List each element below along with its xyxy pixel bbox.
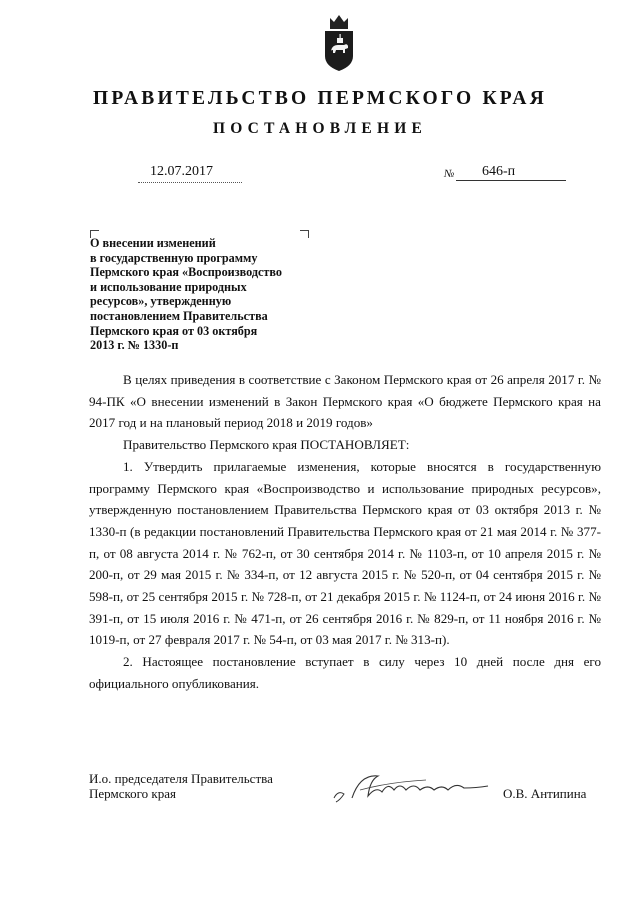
document-body bbox=[89, 369, 601, 695]
number-underline bbox=[456, 180, 566, 181]
document-subject: О внесении изменений в государственную программу Пермского края «Воспроизводство и использование природных ресурсов», утвержденную постановлением Правительства Пермского края от 03 октября 2013 г. № 1330-п bbox=[90, 236, 282, 353]
date-underline bbox=[138, 182, 242, 183]
document-number: 646-п bbox=[482, 164, 516, 179]
document-date: 12.07.2017 bbox=[150, 164, 213, 179]
resolution-paragraph: Правительство Пермского края ПОСТАНОВЛЯЕТ: bbox=[123, 437, 410, 453]
coat-of-arms-icon bbox=[322, 14, 356, 72]
handwritten-signature bbox=[330, 768, 500, 808]
preamble-paragraph: В целях приведения в соответствие с Законом Пермского края от 26 апреля 2017 г. № 94-ПК «О внесении изменений в Закон Пермского края «О бюджете Пермского края на 2017 год и на плановый период 2018 и 2019 годов» bbox=[89, 372, 601, 431]
clause-2-paragraph: 2. Настоящее постановление вступает в силу через 10 дней после дня его официального опубликования. bbox=[89, 654, 601, 691]
document-type: ПОСТАНОВЛЕНИЕ bbox=[212, 120, 428, 137]
organization-title: ПРАВИТЕЛЬСТВО ПЕРМСКОГО КРАЯ bbox=[93, 88, 547, 109]
signer-name: О.В. Антипина bbox=[503, 786, 587, 801]
clause-1-paragraph: 1. Утвердить прилагаемые изменения, которые вносятся в государственную программу Пермского края «Воспроизводство и использование природных ресурсов», утвержденную постановлением Правительства Пермского края от 03 октября 2013 г. № 1330-п (в редакции постановлений Правительства Пермского края от 21 мая 2014 г. № 377-п, от 08 августа 2014 г. № 762-п, от 30 сентября 2014 г. № 1103-п, от 10 апреля 2015 г. № 200-п, от 29 мая 2015 г. № 334-п, от 12 августа 2015 г. № 520-п, от 04 сентября 2015 г. № 598-п, от 25 сентября 2015 г. № 728-п, от 21 декабря 2015 г. № 1124-п, от 24 июня 2016 г. № 391-п, от 15 июля 2016 г. № 471-п, от 26 сентября 2016 г. № 829-п, от 11 ноября 2016 г. № 1019-п, от 27 февраля 2017 г. № 54-п, от 03 мая 2017 г. № 313-п). bbox=[89, 458, 601, 648]
signer-position: И.о. председателя Правительства Пермского края bbox=[89, 771, 273, 801]
number-label: № bbox=[444, 168, 455, 180]
